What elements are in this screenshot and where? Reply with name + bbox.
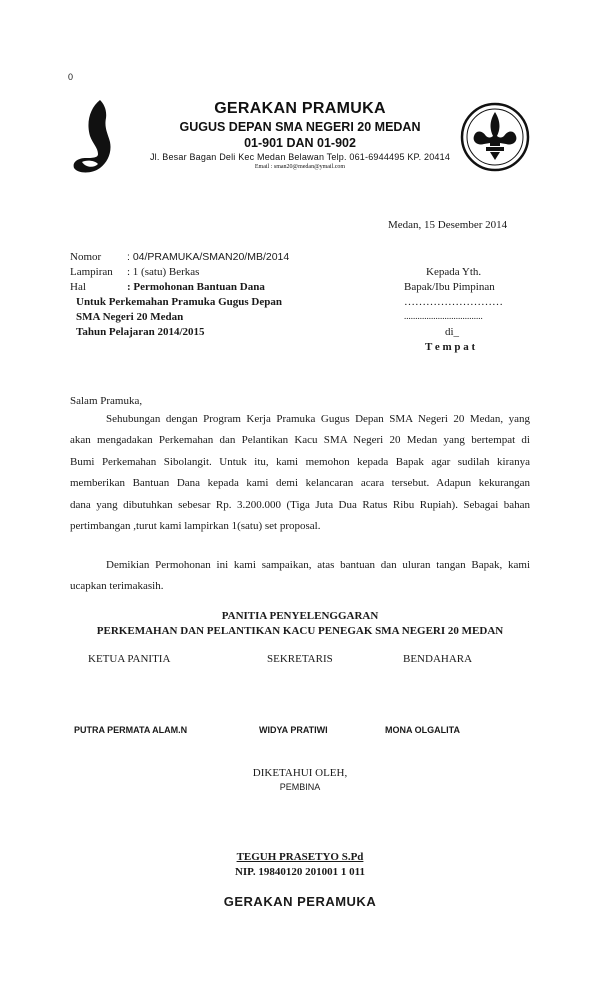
paragraph-line: Bumi Perkemahan Sibolangit. Untuk itu, kami memohon kepada Bapak agar sudilah kiranya [70,455,530,468]
salutation: Salam Pramuka, [70,395,143,407]
paragraph-line: dana yang dibutuhkan sebesar Rp. 3.200.000 (Tiga Juta Dua Ratus Ribu Rupiah). Sebagai bahan [70,498,530,511]
unit-name: GUGUS DEPAN SMA NEGERI 20 MEDAN [179,120,421,134]
hal-value: : Permohonan Bantuan Dana [127,281,265,293]
unit-codes: 01-901 DAN 01-902 [244,136,356,150]
acknowledged-role: PEMBINA [279,782,321,792]
name-treasurer: MONA OLGALITA [385,725,460,735]
paragraph-line: Demikian Permohonan ini kami sampaikan, atas bantuan dan uluran tangan Bapak, kami [106,559,530,571]
role-treasurer: BENDAHARA [403,653,473,665]
paragraph-line: ucapkan terimakasih. [70,580,164,593]
recipient-title: Bapak/Ibu Pimpinan [404,281,495,293]
hal-label: Hal [70,281,86,293]
body-paragraph-1 [70,409,530,537]
footer-text: GERAKAN PERAMUKA [223,894,377,909]
recipient-di: di_ [445,326,460,338]
acknowledged-label: DIKETAHUI OLEH, [252,767,348,779]
corner-mark: 0 [68,72,74,82]
name-secretary: WIDYA PRATIWI [259,725,328,735]
lampiran-value: : 1 (satu) Berkas [127,266,200,278]
paragraph-line: Sehubungan dengan Program Kerja Pramuka Gugus Depan SMA Negeri 20 Medan, yang [106,413,530,425]
recipient-tempat: T e m p a t [425,341,476,353]
recipient-blank-1: ……………………… [404,296,503,308]
role-chair: KETUA PANITIA [88,653,171,665]
role-secretary: SEKRETARIS [267,653,333,665]
committee-heading-2: PERKEMAHAN DAN PELANTIKAN KACU PENEGAK SMA NEGERI 20 MEDAN [96,625,504,637]
nomor-value: : 04/PRAMUKA/SMAN20/MB/2014 [127,251,290,263]
scout-fleur-de-lis-icon [460,102,530,172]
paragraph-line: memberikan Bantuan Dana kepada kami demi kelancaran acara tersebut. Adapun kekurangan [70,477,530,490]
org-name: GERAKAN PRAMUKA [214,100,386,117]
signatory-name-text: TEGUH PRASETYO S.Pd [236,851,364,863]
nomor-label: Nomor [70,251,102,263]
hal-line-1: Untuk Perkemahan Pramuka Gugus Depan [76,296,282,308]
email-line: Email : sman20@medan@ymail.com [254,164,346,170]
hal-line-3: Tahun Pelajaran 2014/2015 [76,326,205,338]
committee-heading-1: PANITIA PENYELENGGARAN [221,610,379,622]
address-line: Jl. Besar Bagan Deli Kec Medan Belawan Telp. 061-6944495 KP. 20414 [149,152,451,162]
paragraph-line: akan mengadakan Perkemahan dan Pelantikan Kacu SMA Negeri 20 Medan yang bertempat di [70,434,530,447]
name-chair: PUTRA PERMATA ALAM.N [74,725,188,735]
recipient-greeting: Kepada Yth. [426,266,482,278]
paragraph-line: pertimbangan ,turut kami lampirkan 1(satu) set proposal. [70,519,321,532]
lampiran-label: Lampiran [70,266,113,278]
body-paragraph-2 [70,555,530,598]
recipient-blank-2: ................................... [404,311,483,321]
signatory-name [0,851,600,863]
hal-line-2: SMA Negeri 20 Medan [76,311,184,323]
letterhead [70,88,530,190]
signatory-nip: NIP. 19840120 201001 1 011 [234,866,366,878]
date-line: Medan, 15 Desember 2014 [388,219,508,231]
